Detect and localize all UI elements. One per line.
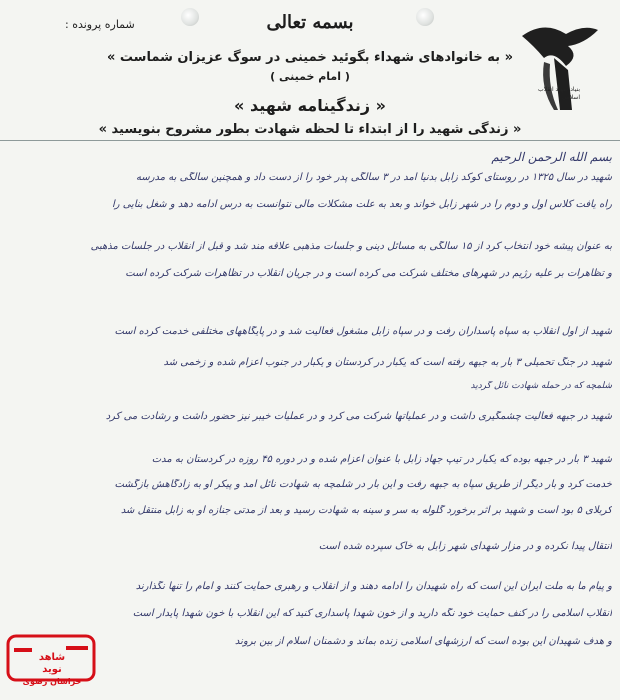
watermark-line-1: شاهد — [38, 652, 66, 663]
dedication-line: « به خانوادهای شهداء بگوئید خمینی در سوگ عزیزان شماست » — [107, 50, 513, 65]
body-line-7: شهید در جنگ تحمیلی ۳ بار به جبهه رفته است که یکبار در کردستان و یکبار در جنوب اعزام شده و زخمی شد — [163, 357, 612, 368]
body-line-15: انقلاب اسلامی را در کنف حمایت خود نگه دارید و از خون شهدا پاسداری کنید که این انقلاب با خون شهدا پایدار است — [132, 608, 612, 619]
body-line-4: به عنوان پیشه خود انتخاب کرد از ۱۵ سالگی به مسائل دینی و جلسات مذهبی علاقه مند شد و قبل از انقلاب در جلسات مذهبی — [90, 241, 612, 252]
header-divider — [0, 140, 620, 141]
bismillah-heading: بسمه تعالی — [266, 12, 354, 33]
logo-caption: بنیاد شهید انقلاب اسلامی — [538, 86, 580, 101]
body-line-5: و تظاهرات بر علیه رژیم در شهرهای مختلف شرکت می کرده است و در جریان انقلاب در تظاهرات شرکت کرده است — [125, 268, 612, 279]
form-number-label: شماره پرونده : — [65, 18, 135, 31]
body-line-9: شهید در جبهه فعالیت چشمگیری داشت و در عملیاتها شرکت می کرد و در عملیات خیبر نیز حضور داشت و رشادت می کرد — [105, 411, 612, 422]
body-line-10: شهید ۳ بار در جبهه بوده که یکبار در تیپ جهاد زابل با عنوان اعزام شده و در دوره ۴۵ روزه در کردستان به مدت — [151, 454, 612, 465]
watermark-text — [10, 652, 94, 688]
body-line-3: راه یافت کلاس اول و دوم را در شهر زابل خواند و بعد به علت مشکلات مالی نتوانست به درس ادامه دهد و شغل بنایی را — [111, 199, 612, 210]
body-line-6: شهید از اول انقلاب به سپاه پاسداران رفت و در سپاه زابل مشغول فعالیت شد و در پایگاههای مختلفی خدمت کرده است — [114, 326, 612, 337]
watermark-line-2: نوید — [42, 664, 62, 675]
body-line-1: بسم الله الرحمن الرحیم — [491, 150, 612, 164]
body-line-11: خدمت کرد و بار دیگر از طریق سپاه به جبهه رفت و این بار در شلمچه به شهادت نائل آمد و پیکر او به زادگاهش بازگشت — [114, 479, 612, 490]
watermark-line-3: خراسان رضوی — [22, 677, 82, 686]
foundation-emblem-icon — [514, 18, 602, 118]
body-line-8: شلمچه که در حمله شهادت نائل گردید — [470, 381, 612, 391]
instruction-line: « زندگی شهید را از ابتداء تا لحظه شهادت بطور مشروح بنویسید » — [98, 122, 522, 137]
quote-source: ( امام خمینی ) — [270, 70, 350, 83]
body-line-14: و پیام ما به ملت ایران این است که راه شهیدان را ادامه دهند و از انقلاب و رهبری حمایت کنند و امام را تنها نگذارند — [135, 581, 612, 592]
body-line-12: کربلای ۵ بود است و شهید بر اثر برخورد گلوله به سر و سینه به شهادت رسید و بعد از مدتی جنازه او به زابل منتقل شد — [120, 505, 612, 516]
body-line-2: شهید در سال ۱۳۲۵ در روستای کوکد زابل بدنیا آمد در ۳ سالگی پدر خود را از دست داد و همچنین سالگی به مدرسه — [135, 172, 612, 183]
body-line-16: و هدف شهیدان این بوده است که ارزشهای اسلامی زنده بماند و دشمنان اسلام از بین بروند — [234, 636, 612, 647]
page-title: « زندگینامه شهید » — [234, 96, 386, 115]
body-line-13: انتقال پیدا نکرده و در مزار شهدای شهر زابل به خاک سپرده شده است — [318, 541, 612, 552]
